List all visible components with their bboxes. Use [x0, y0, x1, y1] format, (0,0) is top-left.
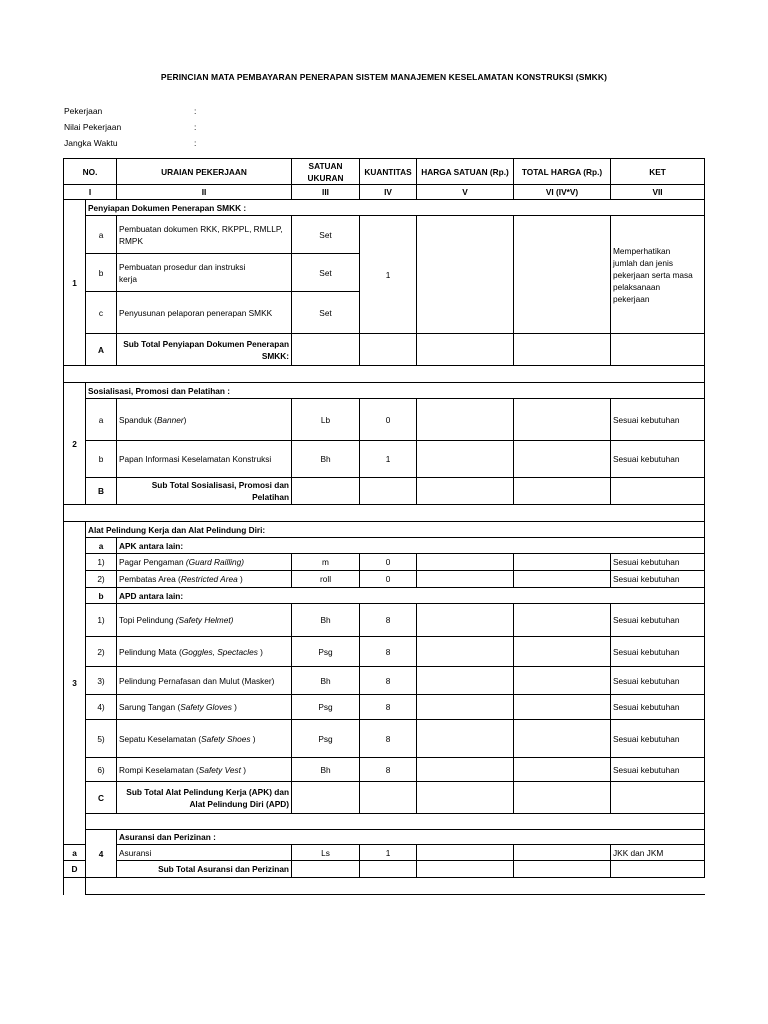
header-codes-row: [64, 185, 705, 200]
subtotal-label: [117, 782, 292, 814]
spacer-row: [64, 878, 705, 895]
table-row: [64, 571, 705, 588]
item-description: [117, 604, 292, 637]
project-info: [64, 103, 264, 151]
item-remark: Sesuai kebutuhan: [611, 758, 705, 782]
section-title: Penyiapan Dokumen Penerapan SMKK :: [86, 200, 705, 216]
subtotal-label: [117, 478, 292, 505]
item-code: 2): [86, 637, 117, 667]
section-number: 1: [64, 200, 86, 366]
item-unit-price: [417, 695, 514, 720]
header-code: II: [117, 185, 292, 200]
section-number: 3: [64, 522, 86, 845]
section-title-row: [64, 830, 705, 845]
spacer-cell: [86, 878, 705, 895]
table-row: [64, 554, 705, 571]
item-remark: Sesuai kebutuhan: [611, 695, 705, 720]
table-row: [64, 845, 705, 861]
item-total-price: [514, 604, 611, 637]
item-total-price: [514, 720, 611, 758]
header-code: V: [417, 185, 514, 200]
item-description-text: ): [183, 414, 187, 425]
item-total-price: [514, 667, 611, 695]
item-remark: [611, 216, 705, 334]
info-row-jangka-waktu: [64, 135, 264, 151]
item-description: [117, 254, 292, 292]
section-title-row: [64, 200, 705, 216]
header-code: III: [292, 185, 360, 200]
item-description-line: Pembuatan prosedur dan instruksi: [119, 261, 246, 272]
item-code: 3): [86, 667, 117, 695]
subtotal-row: [64, 478, 705, 505]
item-description-english: Banner: [156, 414, 184, 425]
item-description-english: (Safety Helmet): [175, 615, 234, 625]
item-quantity: 0: [360, 554, 417, 571]
header-satuan-line1: SATUAN: [308, 160, 343, 171]
empty-cell: [417, 478, 514, 505]
header-code: IV: [360, 185, 417, 200]
item-description-text: ): [237, 574, 243, 584]
header-no: NO.: [64, 159, 117, 185]
item-quantity: 1: [360, 441, 417, 478]
group-title: APK antara lain:: [117, 538, 705, 554]
item-description-text: ): [240, 764, 246, 775]
item-unit-price: [417, 554, 514, 571]
section-number: 4: [86, 830, 117, 878]
empty-cell: [514, 782, 611, 814]
info-row-nilai: [64, 119, 264, 135]
item-remark: Sesuai kebutuhan: [611, 554, 705, 571]
remark-line: pekerjaan serta masa: [613, 269, 693, 280]
subtotal-line: Pelatihan: [252, 492, 290, 502]
item-remark: JKK dan JKM: [611, 845, 705, 861]
info-label: Nilai Pekerjaan: [64, 122, 122, 132]
smkk-cost-table: [63, 158, 705, 895]
item-description-text: ): [257, 646, 263, 657]
empty-cell: [514, 861, 611, 878]
item-unit: Set: [292, 254, 360, 292]
remark-line: pelaksanaan: [613, 281, 661, 292]
item-total-price: [514, 441, 611, 478]
header-uraian: URAIAN PEKERJAAN: [117, 159, 292, 185]
item-quantity: 8: [360, 695, 417, 720]
item-code: c: [86, 292, 117, 334]
item-description-text: Sepatu Keselamatan (: [119, 733, 202, 744]
item-description: [117, 758, 292, 782]
item-unit: roll: [292, 571, 360, 588]
item-unit-price: [417, 604, 514, 637]
item-description-english: Goggles, Spectacles: [181, 646, 258, 657]
empty-cell: [292, 478, 360, 505]
subtotal-line: SMKK:: [261, 350, 290, 361]
empty-cell: [611, 861, 705, 878]
item-description: [117, 554, 292, 571]
item-description-english: (Guard Railling): [185, 557, 245, 567]
item-description: Pembuatan dokumen RKK, RKPPL, RMLLP, RMPK: [117, 216, 292, 254]
item-description: [117, 571, 292, 588]
item-unit: Bh: [292, 604, 360, 637]
table-row: [64, 216, 705, 254]
spacer-row: [64, 814, 705, 830]
subtotal-code: B: [86, 478, 117, 505]
item-description-text: ): [231, 702, 237, 712]
group-title: APD antara lain:: [117, 588, 705, 604]
item-code: a: [86, 399, 117, 441]
item-remark: Sesuai kebutuhan: [611, 571, 705, 588]
item-unit: Set: [292, 292, 360, 334]
table-row: [64, 667, 705, 695]
item-description-text: Rompi Keselamatan (: [119, 764, 199, 775]
info-row-pekerjaan: [64, 103, 264, 119]
subtotal-code: C: [86, 782, 117, 814]
item-unit: Set: [292, 216, 360, 254]
empty-cell: [292, 334, 360, 366]
item-quantity: 1: [360, 216, 417, 334]
item-description-english: Safety Gloves: [180, 702, 232, 712]
remark-line: Memperhatikan: [613, 245, 671, 256]
item-unit: Bh: [292, 441, 360, 478]
spacer-cell: [64, 366, 705, 383]
table-row: [64, 604, 705, 637]
header-code: I: [64, 185, 117, 200]
section-title-row: [64, 522, 705, 538]
info-separator: :: [194, 138, 197, 148]
item-description: Penyusunan pelaporan penerapan SMKK: [117, 292, 292, 334]
empty-cell: [292, 782, 360, 814]
subtotal-line: Alat Pelindung Diri (APD): [189, 798, 290, 809]
table-row: [64, 758, 705, 782]
item-total-price: [514, 399, 611, 441]
empty-cell: [611, 782, 705, 814]
item-unit: Psg: [292, 720, 360, 758]
empty-cell: [611, 478, 705, 505]
item-unit: Bh: [292, 758, 360, 782]
item-unit-price: [417, 399, 514, 441]
section-title: Alat Pelindung Kerja dan Alat Pelindung Diri:: [86, 522, 705, 538]
item-code: 6): [86, 758, 117, 782]
item-description-text: Topi Pelindung: [119, 615, 176, 625]
item-unit-price: [417, 720, 514, 758]
empty-cell: [417, 334, 514, 366]
empty-cell: [417, 861, 514, 878]
subtotal-code: D: [64, 861, 86, 878]
item-description: [117, 720, 292, 758]
item-description: Pelindung Pernafasan dan Mulut (Masker): [117, 667, 292, 695]
item-unit: Bh: [292, 667, 360, 695]
item-quantity: 8: [360, 758, 417, 782]
item-description-english: Safety Vest: [198, 764, 241, 775]
spacer-cell: [86, 814, 705, 830]
remark-line: jumlah dan jenis: [613, 257, 673, 268]
empty-cell: [611, 334, 705, 366]
item-unit-price: [417, 758, 514, 782]
item-quantity: 8: [360, 720, 417, 758]
subtotal-line: Sub Total Alat Pelindung Kerja (APK) dan: [126, 786, 290, 797]
item-unit-price: [417, 441, 514, 478]
item-description-line: kerja: [119, 273, 137, 284]
item-remark: Sesuai kebutuhan: [611, 399, 705, 441]
subtotal-label: Sub Total Asuransi dan Perizinan: [117, 861, 292, 878]
section-number: 2: [64, 383, 86, 505]
table-row: [64, 637, 705, 667]
info-separator: :: [194, 122, 197, 132]
subtotal-label: [117, 334, 292, 366]
item-unit: Lb: [292, 399, 360, 441]
item-description-english: Restricted Area: [180, 574, 238, 584]
item-remark: Sesuai kebutuhan: [611, 604, 705, 637]
item-quantity: 0: [360, 399, 417, 441]
item-unit: Psg: [292, 637, 360, 667]
empty-cell: [292, 861, 360, 878]
table-row: [64, 695, 705, 720]
item-remark: Sesuai kebutuhan: [611, 667, 705, 695]
item-description-text: Spanduk (: [119, 414, 157, 425]
item-code: a: [64, 845, 86, 861]
empty-cell: [360, 334, 417, 366]
item-description-text: Pagar Pengaman: [119, 557, 186, 567]
empty-cell: [360, 478, 417, 505]
item-description-text: Pembatas Area (: [119, 574, 181, 584]
item-unit-price: [417, 845, 514, 861]
table-row: [64, 720, 705, 758]
item-description-text: Sarung Tangan (: [119, 702, 181, 712]
remark-line: pekerjaan: [613, 293, 650, 304]
empty-cell: [514, 478, 611, 505]
item-code: 4): [86, 695, 117, 720]
header-satuan: [292, 159, 360, 185]
header-ket: KET: [611, 159, 705, 185]
item-code: b: [86, 441, 117, 478]
item-unit: Ls: [292, 845, 360, 861]
item-unit: m: [292, 554, 360, 571]
subtotal-line: Sub Total Penyiapan Dokumen Penerapan: [123, 338, 290, 349]
subtotal-row: [64, 334, 705, 366]
item-description-english: Safety Shoes: [201, 733, 251, 744]
empty-cell: [360, 782, 417, 814]
item-description-text: Pelindung Mata (: [119, 646, 182, 657]
item-total-price: [514, 758, 611, 782]
item-quantity: 8: [360, 604, 417, 637]
item-code: 1): [86, 604, 117, 637]
item-description: [117, 637, 292, 667]
spacer-row: [64, 505, 705, 522]
info-separator: :: [194, 106, 197, 116]
group-row: [64, 588, 705, 604]
item-quantity: 1: [360, 845, 417, 861]
item-unit-price: [417, 216, 514, 334]
item-total-price: [514, 216, 611, 334]
spacer-cell: [64, 878, 86, 895]
item-description: [117, 399, 292, 441]
item-remark: Sesuai kebutuhan: [611, 637, 705, 667]
empty-cell: [360, 861, 417, 878]
spacer-cell: [64, 505, 705, 522]
item-description: Papan Informasi Keselamatan Konstruksi: [117, 441, 292, 478]
item-quantity: 0: [360, 571, 417, 588]
header-kuantitas: KUANTITAS: [360, 159, 417, 185]
item-code: 2): [86, 571, 117, 588]
item-remark: Sesuai kebutuhan: [611, 720, 705, 758]
item-unit-price: [417, 571, 514, 588]
empty-cell: [514, 334, 611, 366]
group-row: [64, 538, 705, 554]
item-description: [117, 695, 292, 720]
item-quantity: 8: [360, 637, 417, 667]
item-quantity: 8: [360, 667, 417, 695]
item-unit-price: [417, 637, 514, 667]
item-total-price: [514, 571, 611, 588]
item-code: 5): [86, 720, 117, 758]
item-code: 1): [86, 554, 117, 571]
item-unit: Psg: [292, 695, 360, 720]
subtotal-row: [64, 782, 705, 814]
info-label: Jangka Waktu: [64, 138, 118, 148]
header-total-harga: TOTAL HARGA (Rp.): [514, 159, 611, 185]
item-description: Asuransi: [117, 845, 292, 861]
item-remark: Sesuai kebutuhan: [611, 441, 705, 478]
table-row: [64, 399, 705, 441]
item-total-price: [514, 637, 611, 667]
header-code: VII: [611, 185, 705, 200]
header-code: VI (IV*V): [514, 185, 611, 200]
group-code: b: [86, 588, 117, 604]
item-code: b: [86, 254, 117, 292]
item-description-text: ): [250, 733, 256, 744]
section-title: Asuransi dan Perizinan :: [117, 830, 705, 845]
spacer-row: [64, 366, 705, 383]
item-total-price: [514, 845, 611, 861]
section-title-row: [64, 383, 705, 399]
item-unit-price: [417, 667, 514, 695]
info-label: Pekerjaan: [64, 106, 103, 116]
header-harga-satuan: HARGA SATUAN (Rp.): [417, 159, 514, 185]
empty-cell: [417, 782, 514, 814]
subtotal-line: Sub Total Sosialisasi, Promosi dan: [151, 480, 290, 490]
section-title: Sosialisasi, Promosi dan Pelatihan :: [86, 383, 705, 399]
document-title: PERINCIAN MATA PEMBAYARAN PENERAPAN SISTEM MANAJEMEN KESELAMATAN KONSTRUKSI (SMKK): [160, 72, 608, 82]
subtotal-row: [64, 861, 705, 878]
subtotal-code: A: [86, 334, 117, 366]
item-total-price: [514, 695, 611, 720]
item-code: a: [86, 216, 117, 254]
table-row: [64, 441, 705, 478]
group-code: a: [86, 538, 117, 554]
table-header-row: [64, 159, 705, 185]
header-satuan-line2: UKURAN: [307, 172, 344, 183]
item-total-price: [514, 554, 611, 571]
